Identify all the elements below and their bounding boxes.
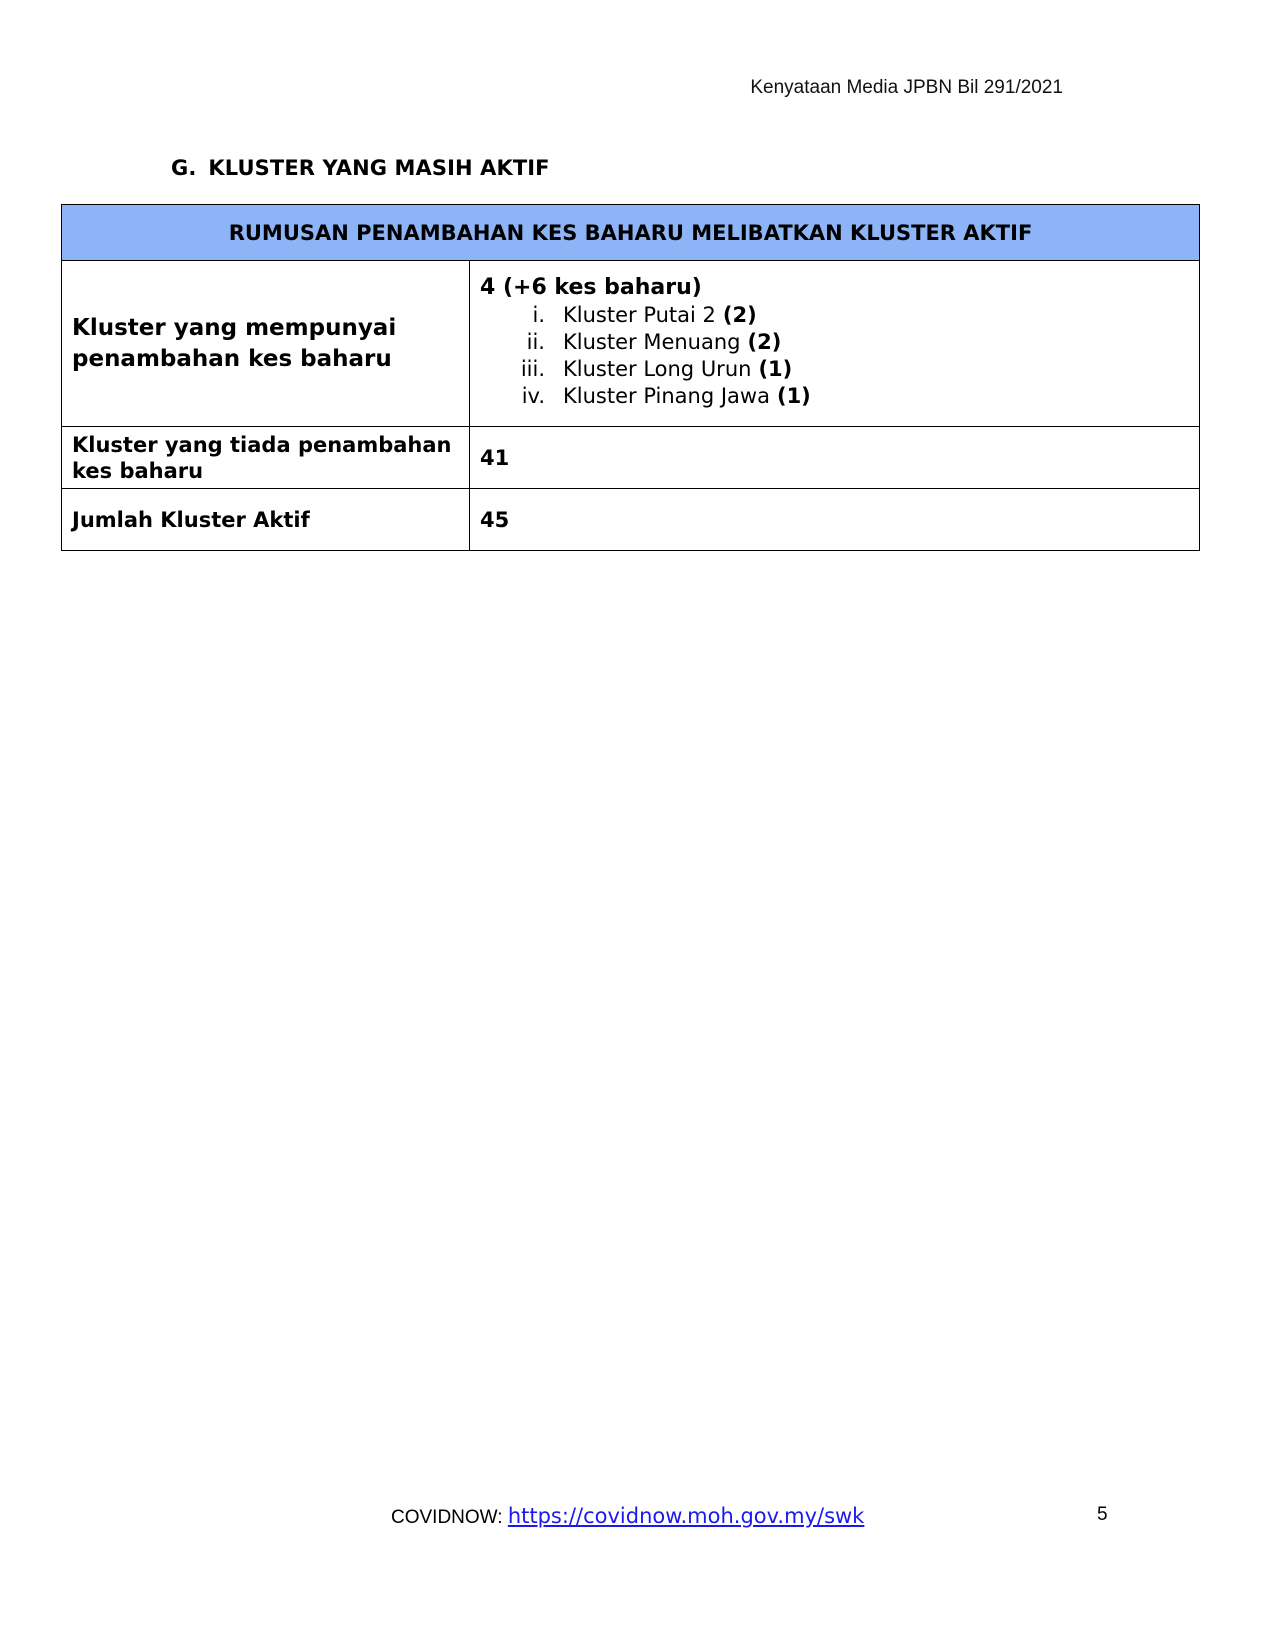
cluster-case-count: (2) (747, 329, 782, 354)
new-cases-summary: 4 (+6 kes baharu) (480, 274, 702, 300)
covidnow-link[interactable]: https://covidnow.moh.gov.my/swk (507, 1504, 865, 1528)
table-row (62, 427, 1200, 489)
new-cases-label: Kluster yang mempunyai penambahan kes baharu (72, 314, 397, 372)
page-number: 5 (1097, 1504, 1108, 1525)
cluster-case-count: (1) (776, 383, 811, 408)
list-numeral: iii. (520, 356, 545, 381)
row-value-new-cases (470, 261, 1200, 427)
cluster-name: Kluster Long Urun (563, 356, 752, 381)
list-item (480, 329, 1189, 356)
table-header-row (62, 205, 1200, 261)
row-value-total (470, 489, 1200, 551)
section-heading (171, 156, 550, 180)
active-cluster-summary-table (61, 204, 1200, 551)
cluster-case-count: (1) (758, 356, 793, 381)
cluster-name: Kluster Pinang Jawa (563, 383, 770, 408)
no-new-cases-label: Kluster yang tiada penambahan kes baharu (72, 432, 452, 483)
footer-prefix: COVIDNOW: (391, 1507, 508, 1528)
list-numeral: ii. (526, 329, 545, 354)
list-item (480, 356, 1189, 383)
list-item (480, 383, 1189, 410)
footer (391, 1504, 864, 1529)
table-heading: RUMUSAN PENAMBAHAN KES BAHARU MELIBATKAN KLUSTER AKTIF (62, 205, 1200, 261)
row-label-new-cases (62, 261, 470, 427)
cluster-case-count: (2) (722, 302, 757, 327)
cluster-name: Kluster Putai 2 (563, 302, 716, 327)
row-value-no-new-cases (470, 427, 1200, 489)
list-numeral: iv. (521, 383, 545, 408)
cluster-name: Kluster Menuang (563, 329, 741, 354)
document-reference: Kenyataan Media JPBN Bil 291/2021 (750, 77, 1063, 98)
cluster-list (480, 302, 1189, 410)
section-title: KLUSTER YANG MASIH AKTIF (208, 156, 550, 180)
list-numeral: i. (532, 302, 545, 327)
row-label-total (62, 489, 470, 551)
section-letter: G. (171, 156, 197, 180)
total-active-clusters-value: 45 (480, 507, 510, 532)
total-active-clusters-label: Jumlah Kluster Aktif (72, 507, 310, 532)
table-row (62, 489, 1200, 551)
row-label-no-new-cases (62, 427, 470, 489)
list-item (480, 302, 1189, 329)
no-new-cases-value: 41 (480, 445, 510, 470)
table-row (62, 261, 1200, 427)
